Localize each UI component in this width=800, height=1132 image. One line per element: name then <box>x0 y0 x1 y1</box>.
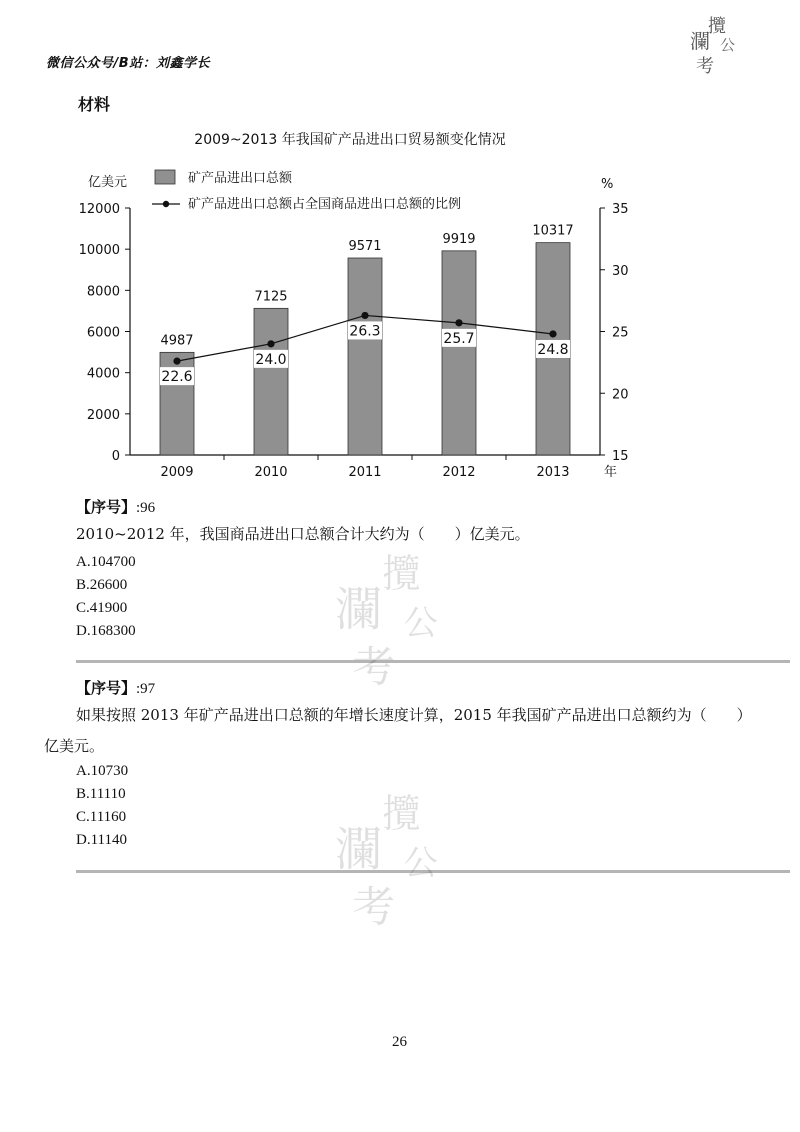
line-point <box>361 312 368 319</box>
line-value-label: 22.6 <box>161 369 193 386</box>
bar-value-label: 9571 <box>348 238 382 254</box>
option-c[interactable]: C.41900 <box>76 600 128 616</box>
svg-text:瀾: 瀾 <box>335 822 383 878</box>
right-tick-label: 30 <box>612 263 629 279</box>
watermark-logo <box>330 780 460 930</box>
option-c[interactable]: C.11160 <box>76 809 127 825</box>
question-bracket-label: 【序号】 <box>76 679 137 697</box>
x-tick-label: 2009 <box>160 465 194 480</box>
svg-text:公: 公 <box>720 36 736 54</box>
left-tick-label: 0 <box>111 449 120 464</box>
bar-value-label: 7125 <box>254 289 288 305</box>
right-tick-label: 25 <box>612 325 629 341</box>
question-97-text-continued: 亿美元。 <box>44 737 105 755</box>
right-axis-unit: % <box>601 177 614 192</box>
x-tick-label: 2012 <box>442 465 476 480</box>
legend-line-marker <box>163 201 169 207</box>
question-number: :97 <box>136 681 156 697</box>
line-value-label: 26.3 <box>349 323 381 340</box>
page-number: 26 <box>392 1034 407 1050</box>
svg-text:公: 公 <box>403 603 438 644</box>
bar <box>254 308 288 455</box>
right-tick-label: 35 <box>612 202 629 217</box>
question-97-label <box>76 677 155 698</box>
line-point <box>455 319 462 326</box>
chart-title: 2009~2013 年我国矿产品进出口贸易额变化情况 <box>194 132 506 148</box>
option-b[interactable]: B.26600 <box>76 577 128 593</box>
material-label: 材料 <box>78 95 111 114</box>
bar <box>442 251 476 455</box>
logo-icon <box>686 8 746 78</box>
left-tick-label: 4000 <box>86 366 120 382</box>
x-tick-label: 2013 <box>536 465 570 480</box>
bar-value-label: 10317 <box>532 223 574 239</box>
option-b[interactable]: B.11110 <box>76 786 126 802</box>
svg-text:考: 考 <box>352 882 396 930</box>
left-tick-label: 8000 <box>86 284 120 300</box>
left-axis-unit: 亿美元 <box>88 175 128 190</box>
bar <box>348 258 382 455</box>
svg-text:瀾: 瀾 <box>335 582 383 638</box>
svg-text:攬: 攬 <box>382 792 421 838</box>
svg-text:考: 考 <box>696 56 714 77</box>
option-d[interactable]: D.11140 <box>76 832 127 848</box>
right-tick-label: 15 <box>612 449 629 464</box>
x-tick-label: 2010 <box>254 465 288 480</box>
option-a[interactable]: A.10730 <box>76 763 129 779</box>
question-bracket-label: 【序号】 <box>76 498 137 516</box>
question-number: :96 <box>136 500 156 516</box>
trade-chart <box>60 120 640 490</box>
line-point <box>549 330 556 337</box>
line-value-label: 24.8 <box>537 341 569 358</box>
svg-text:瀾: 瀾 <box>690 29 710 53</box>
question-96-text: 2010~2012 年，我国商品进出口总额合计大约为（ ）亿美元。 <box>76 525 530 543</box>
legend-bar-swatch <box>155 170 175 184</box>
option-d[interactable]: D.168300 <box>76 623 136 639</box>
line-point <box>267 340 274 347</box>
left-tick-label: 12000 <box>78 202 120 217</box>
question-96-label <box>76 496 155 517</box>
svg-text:公: 公 <box>403 843 438 884</box>
line-value-label: 24.0 <box>255 351 287 368</box>
option-a[interactable]: A.104700 <box>76 554 136 570</box>
svg-text:考: 考 <box>352 642 396 690</box>
svg-text:攬: 攬 <box>708 16 726 37</box>
line-point <box>173 358 180 365</box>
question-97-text: 如果按照 2013 年矿产品进出口总额的年增长速度计算，2015 年我国矿产品进出口总额约为（ ） <box>76 706 752 724</box>
right-tick-label: 20 <box>612 387 629 403</box>
left-tick-label: 6000 <box>86 325 120 341</box>
x-axis-unit: 年 <box>604 465 618 480</box>
header-source-text: 微信公众号/B站：刘鑫学长 <box>46 56 211 71</box>
svg-text:攬: 攬 <box>382 552 421 598</box>
legend-bar-label: 矿产品进出口总额 <box>188 171 293 186</box>
bar-value-label: 9919 <box>442 231 476 247</box>
left-tick-label: 2000 <box>86 407 120 423</box>
legend-line-label: 矿产品进出口总额占全国商品进出口总额的比例 <box>188 197 462 212</box>
x-tick-label: 2011 <box>348 465 382 480</box>
line-value-label: 25.7 <box>443 330 475 347</box>
watermark-logo <box>330 540 460 690</box>
bar-value-label: 4987 <box>160 333 194 349</box>
left-tick-label: 10000 <box>78 243 120 259</box>
